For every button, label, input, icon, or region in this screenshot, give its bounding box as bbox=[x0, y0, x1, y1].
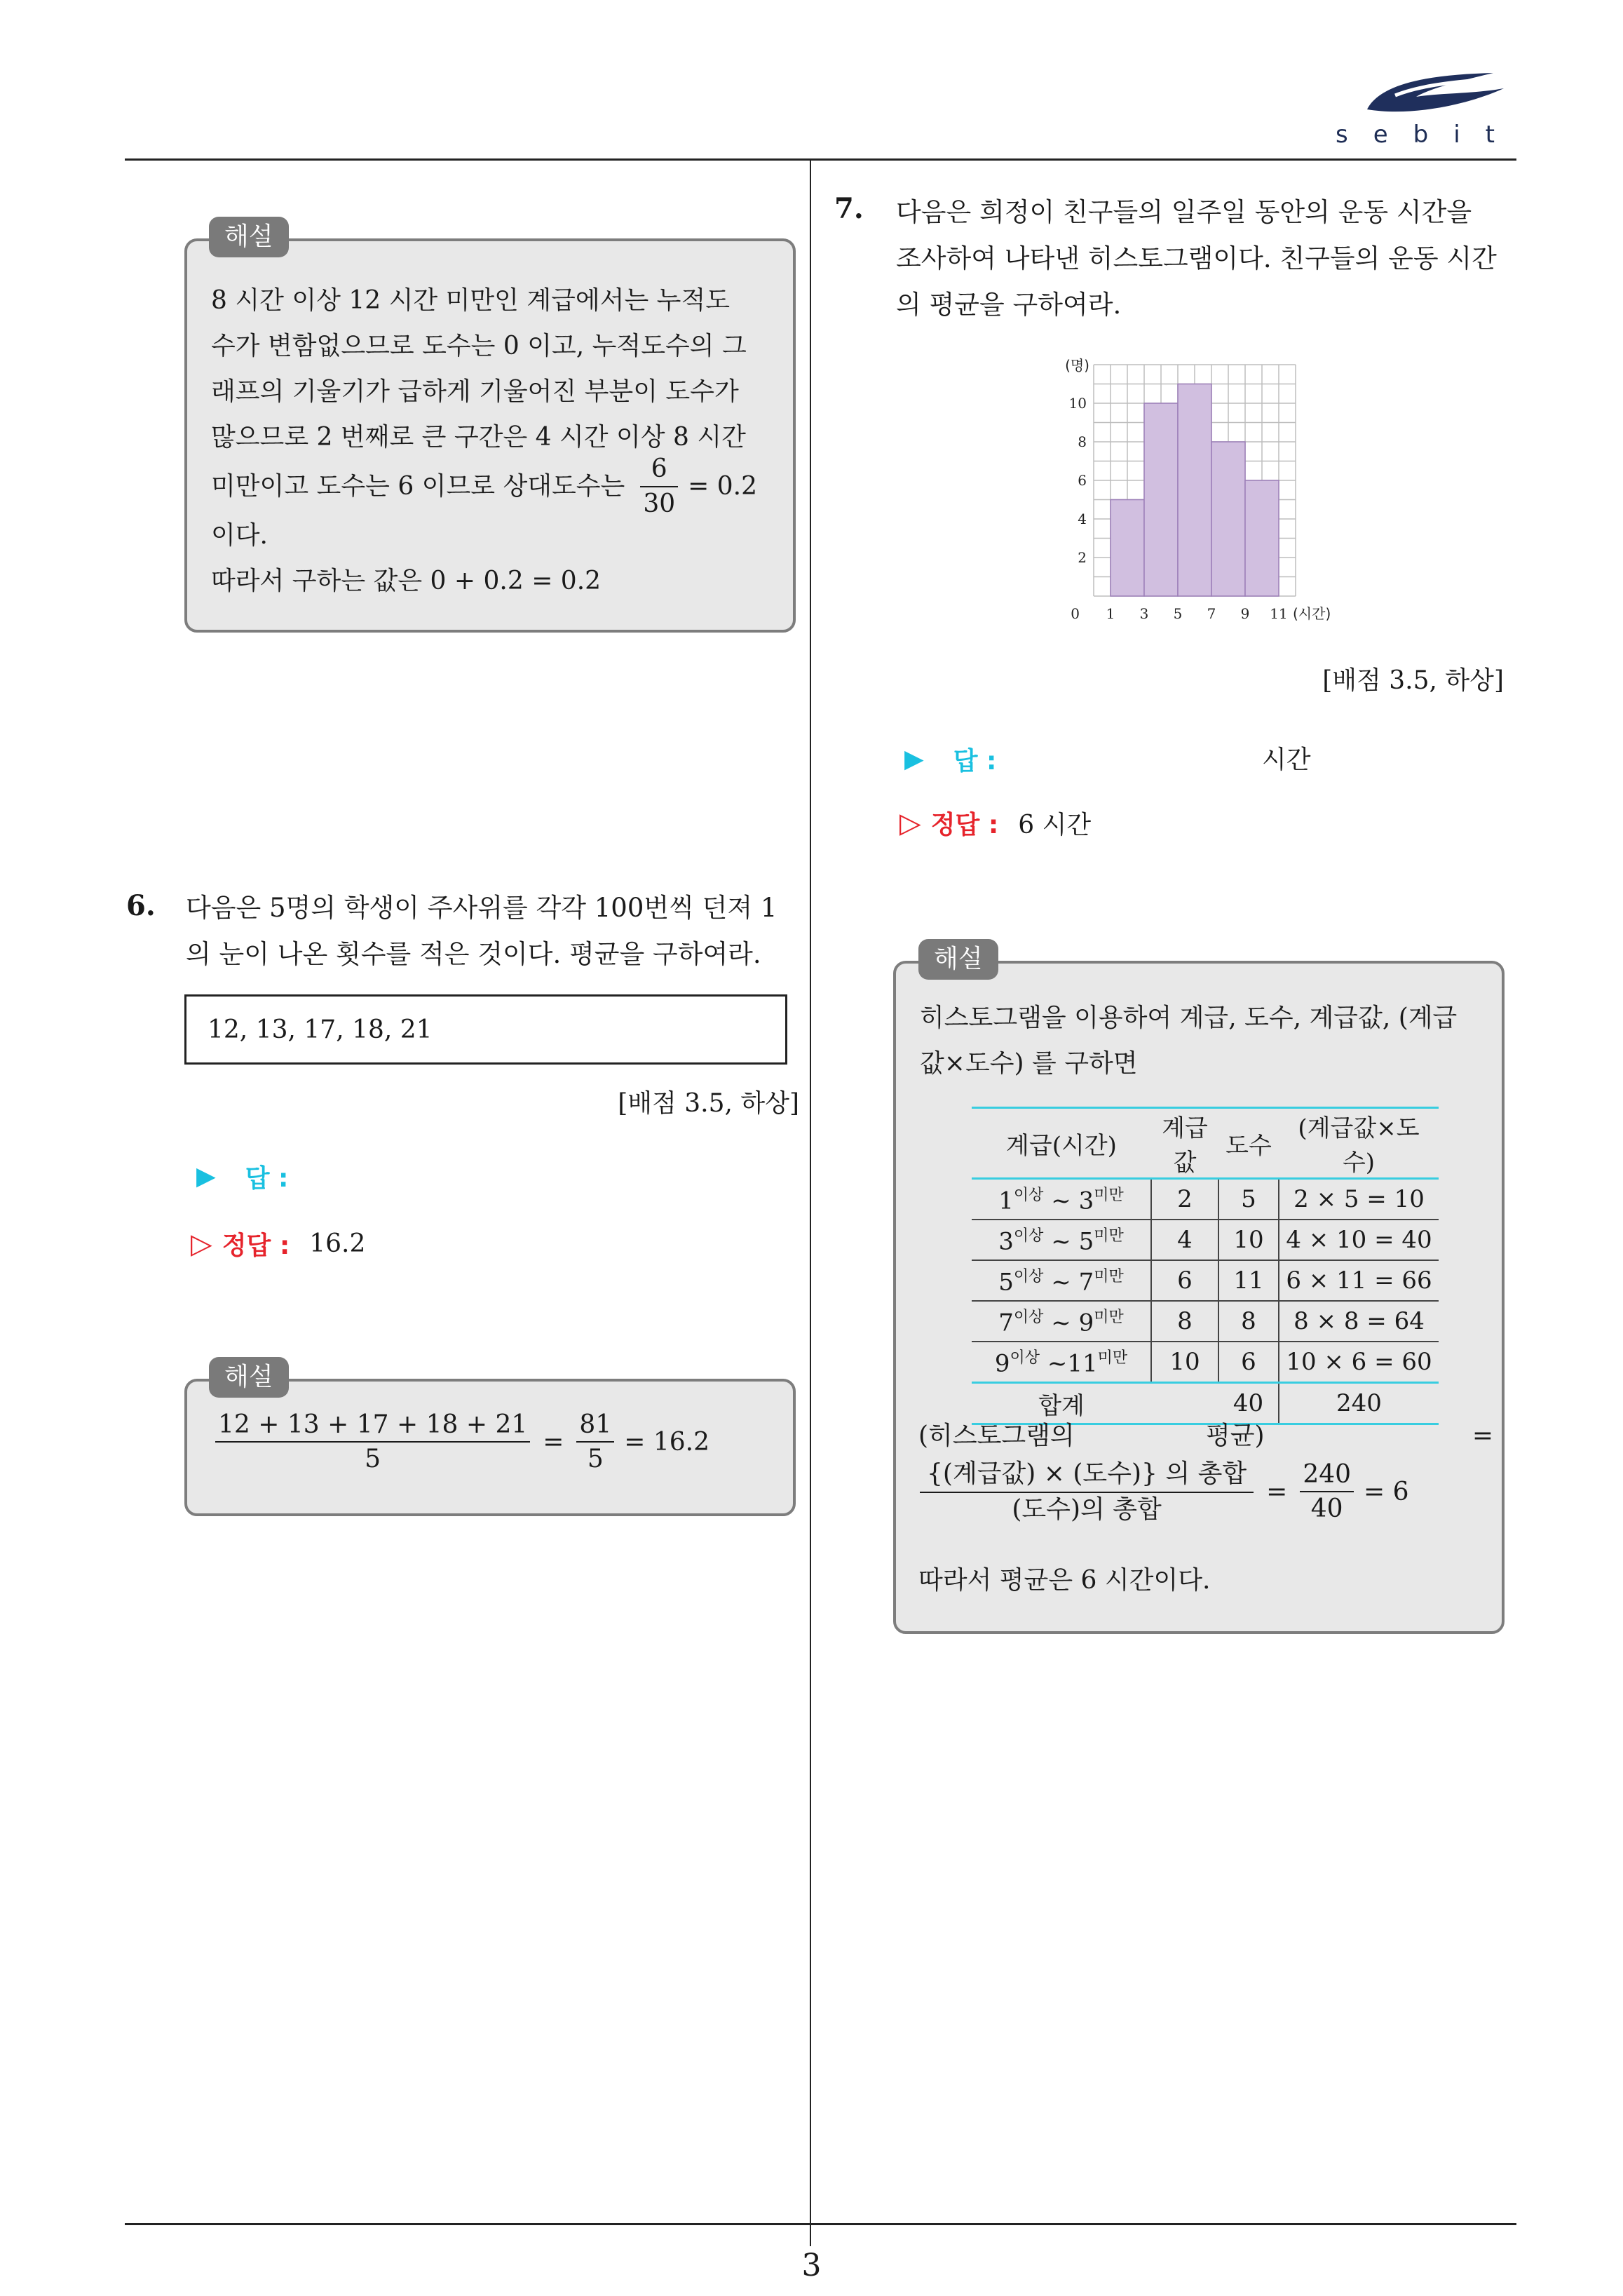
question-text bbox=[186, 885, 810, 978]
equals-sign: = bbox=[543, 1427, 564, 1457]
answer-line bbox=[904, 741, 996, 777]
table-sum-freq: 40 bbox=[1218, 1383, 1279, 1424]
fraction-numerator: {(계급값) × (도수)} 의 총합 bbox=[920, 1459, 1254, 1493]
simplified-fraction bbox=[576, 1410, 614, 1474]
filled-triangle-icon: ▶ bbox=[196, 1162, 216, 1191]
explanation-line: 8 시간 이상 12 시간 미만인 계급에서는 누적도 bbox=[211, 286, 731, 315]
table-sum-label: 합계 bbox=[972, 1383, 1151, 1424]
question-text bbox=[896, 189, 1513, 328]
mean-line bbox=[918, 1415, 1493, 1457]
histogram-bar bbox=[1178, 384, 1211, 597]
histogram-bar bbox=[1245, 480, 1279, 596]
histogram-bar bbox=[1144, 403, 1178, 596]
explanation-line: 값×도수) 를 구하면 bbox=[920, 1049, 1138, 1078]
explanation-line: 히스토그램을 이용하여 계급, 도수, 계급값, (계급 bbox=[920, 1004, 1458, 1032]
y-tick-label: 8 bbox=[1078, 433, 1087, 450]
y-tick-label: 4 bbox=[1078, 511, 1087, 527]
fraction-numerator: 12 + 13 + 17 + 18 + 21 bbox=[215, 1410, 530, 1443]
question-line: 다음은 희정이 친구들의 일주일 동안의 운동 시간을 bbox=[896, 197, 1472, 227]
explanation-box-q6 bbox=[184, 1379, 796, 1516]
y-tick-label: 0 bbox=[1071, 605, 1080, 622]
explanation-tag: 해설 bbox=[918, 939, 998, 980]
table-row bbox=[972, 1301, 1439, 1342]
fraction-denominator: 5 bbox=[365, 1445, 381, 1474]
explanation-line: 수가 변함없으므로 도수는 0 이고, 누적도수의 그 bbox=[211, 332, 747, 360]
table-row bbox=[972, 1220, 1439, 1260]
correct-answer-value: 6 시간 bbox=[1018, 811, 1092, 839]
y-tick-label: 6 bbox=[1078, 472, 1087, 489]
explanation-formula bbox=[211, 1410, 769, 1474]
table-header: 도수 bbox=[1218, 1108, 1279, 1179]
mean-formula bbox=[916, 1459, 1409, 1525]
table-cell-class: $1^{이상}$ ~ $3^{미만}$ bbox=[972, 1179, 1151, 1220]
histogram-chart bbox=[1052, 351, 1360, 631]
question-number: 7. bbox=[834, 192, 864, 225]
x-tick-label: 11 bbox=[1270, 605, 1288, 622]
table-cell-class: $7^{이상}$ ~ $9^{미만}$ bbox=[972, 1301, 1151, 1342]
header-rule bbox=[125, 158, 1516, 161]
mean-mid-text: 평균) bbox=[1206, 1422, 1265, 1450]
x-tick-label: 7 bbox=[1207, 605, 1216, 622]
data-box bbox=[184, 994, 787, 1065]
table-cell-freq: 10 bbox=[1218, 1220, 1279, 1260]
x-tick-label: 3 bbox=[1139, 605, 1149, 622]
sum-fraction bbox=[215, 1410, 530, 1474]
explanation-line: 많으므로 2 번째로 큰 구간은 4 시간 이상 8 시간 bbox=[211, 423, 746, 452]
table-cell-mid: 4 bbox=[1151, 1220, 1218, 1260]
table-cell-product: 4 × 10 = 40 bbox=[1279, 1220, 1439, 1260]
y-unit-label: (명) bbox=[1065, 357, 1089, 374]
table-sum-product: 240 bbox=[1279, 1383, 1439, 1424]
question-line: 의 눈이 나온 횟수를 적은 것이다. 평균을 구하여라. bbox=[186, 939, 761, 969]
score-label: [배점 3.5, 하상] bbox=[618, 1089, 799, 1118]
table-header: 계급(시간) bbox=[972, 1108, 1151, 1179]
data-values: 12, 13, 17, 18, 21 bbox=[208, 1015, 433, 1044]
fraction-denominator: 5 bbox=[587, 1445, 604, 1474]
fraction-denominator: 40 bbox=[1310, 1494, 1343, 1524]
table-cell-class: $5^{이상}$ ~ $7^{미만}$ bbox=[972, 1260, 1151, 1301]
table-header: 계급값 bbox=[1151, 1108, 1218, 1179]
table-cell-freq: 11 bbox=[1218, 1260, 1279, 1301]
answer-label: 답 : bbox=[245, 1164, 289, 1193]
x-tick-label: 5 bbox=[1173, 605, 1183, 622]
answer-unit: 시간 bbox=[1262, 745, 1311, 774]
fraction-numerator: 240 bbox=[1300, 1459, 1354, 1492]
explanation-line: 래프의 기울기가 급하게 기울어진 부분이 도수가 bbox=[211, 377, 739, 406]
table-row bbox=[972, 1260, 1439, 1301]
open-triangle-icon: ▷ bbox=[899, 806, 921, 839]
correct-answer-label: 정답 : bbox=[222, 1231, 290, 1260]
column-divider bbox=[810, 161, 811, 2246]
table-cell-freq: 8 bbox=[1218, 1301, 1279, 1342]
table-cell-product: 10 × 6 = 60 bbox=[1286, 1348, 1432, 1376]
fraction-result: = 0.2 bbox=[688, 472, 757, 501]
correct-answer-value: 16.2 bbox=[309, 1229, 366, 1258]
mean-equals: = bbox=[1472, 1422, 1493, 1450]
question-line: 조사하여 나타낸 히스토그램이다. 친구들의 운동 시간 bbox=[896, 243, 1497, 274]
table-row bbox=[972, 1179, 1439, 1220]
score-label: [배점 3.5, 하상] bbox=[1322, 666, 1504, 695]
logo-wordmark: sebit bbox=[1336, 121, 1520, 149]
fraction-numerator: 6 bbox=[640, 454, 678, 487]
table-row bbox=[972, 1342, 1439, 1383]
table-header: (계급값×도수) bbox=[1279, 1108, 1439, 1179]
table-cell-freq: 6 bbox=[1218, 1342, 1279, 1383]
explanation-line: 따라서 구하는 값은 0 + 0.2 = 0.2 bbox=[211, 567, 602, 595]
explanation-line: 미만이고 도수는 6 이므로 상대도수는 bbox=[211, 472, 625, 501]
table-cell-freq: 5 bbox=[1218, 1179, 1279, 1220]
conclusion-text: 따라서 평균은 6 시간이다. bbox=[918, 1566, 1211, 1595]
answer-line bbox=[196, 1159, 288, 1194]
explanation-tag: 해설 bbox=[209, 1357, 289, 1398]
table-cell-product: 8 × 8 = 64 bbox=[1279, 1301, 1439, 1342]
explanation-tag: 해설 bbox=[209, 217, 289, 257]
x-tick-label: 9 bbox=[1240, 605, 1250, 622]
footer-rule bbox=[125, 2223, 1516, 2225]
y-tick-label: 2 bbox=[1078, 549, 1087, 566]
page-number: 3 bbox=[801, 2248, 822, 2283]
mean-left-text: (히스토그램의 bbox=[918, 1422, 1075, 1450]
histogram-bar bbox=[1111, 500, 1144, 597]
table-cell-product: 6 × 11 = 66 bbox=[1279, 1260, 1439, 1301]
y-tick-label: 10 bbox=[1068, 395, 1087, 412]
frequency-table bbox=[972, 1107, 1439, 1425]
explanation-line-with-fraction bbox=[211, 454, 769, 518]
correct-answer-line bbox=[191, 1226, 365, 1262]
answer-label: 답 : bbox=[953, 747, 997, 776]
mean-fraction bbox=[920, 1459, 1254, 1525]
table-cell-product: 2 × 5 = 10 bbox=[1279, 1179, 1439, 1220]
filled-triangle-icon: ▶ bbox=[904, 745, 924, 774]
fraction-denominator: (도수)의 총합 bbox=[1012, 1495, 1162, 1525]
table-cell-mid: 2 bbox=[1151, 1179, 1218, 1220]
formula-result: = 16.2 bbox=[624, 1427, 709, 1457]
table-cell-class: $9^{이상}$ $\sim 11^{미만}$ bbox=[972, 1342, 1151, 1383]
equals-sign: = bbox=[1266, 1477, 1288, 1506]
table-cell-mid: 6 bbox=[1151, 1260, 1218, 1301]
relative-frequency-fraction bbox=[640, 454, 678, 518]
fraction-denominator: 30 bbox=[643, 489, 676, 518]
correct-answer-line bbox=[899, 805, 1091, 841]
explanation-line: 이다. bbox=[211, 521, 268, 550]
x-unit-label: (시간) bbox=[1293, 605, 1331, 622]
table-cell-mid: 10 bbox=[1151, 1342, 1218, 1383]
question-line: 다음은 5명의 학생이 주사위를 각각 100번씩 던져 1 bbox=[186, 893, 777, 923]
question-number: 6. bbox=[126, 889, 156, 922]
table-cell-class: $3^{이상}$ ~ $5^{미만}$ bbox=[972, 1220, 1151, 1260]
correct-answer-label: 정답 : bbox=[930, 811, 999, 839]
x-tick-label: 1 bbox=[1106, 605, 1115, 622]
result-fraction bbox=[1300, 1459, 1354, 1524]
table-header-row bbox=[972, 1108, 1439, 1179]
fraction-numerator: 81 bbox=[576, 1410, 614, 1443]
table-cell-mid: 8 bbox=[1151, 1301, 1218, 1342]
explanation-box-prev bbox=[184, 238, 796, 633]
histogram-bar bbox=[1211, 442, 1245, 596]
open-triangle-icon: ▷ bbox=[191, 1227, 212, 1260]
question-line: 의 평균을 구하여라. bbox=[896, 290, 1122, 320]
formula-result: = 6 bbox=[1364, 1477, 1409, 1506]
